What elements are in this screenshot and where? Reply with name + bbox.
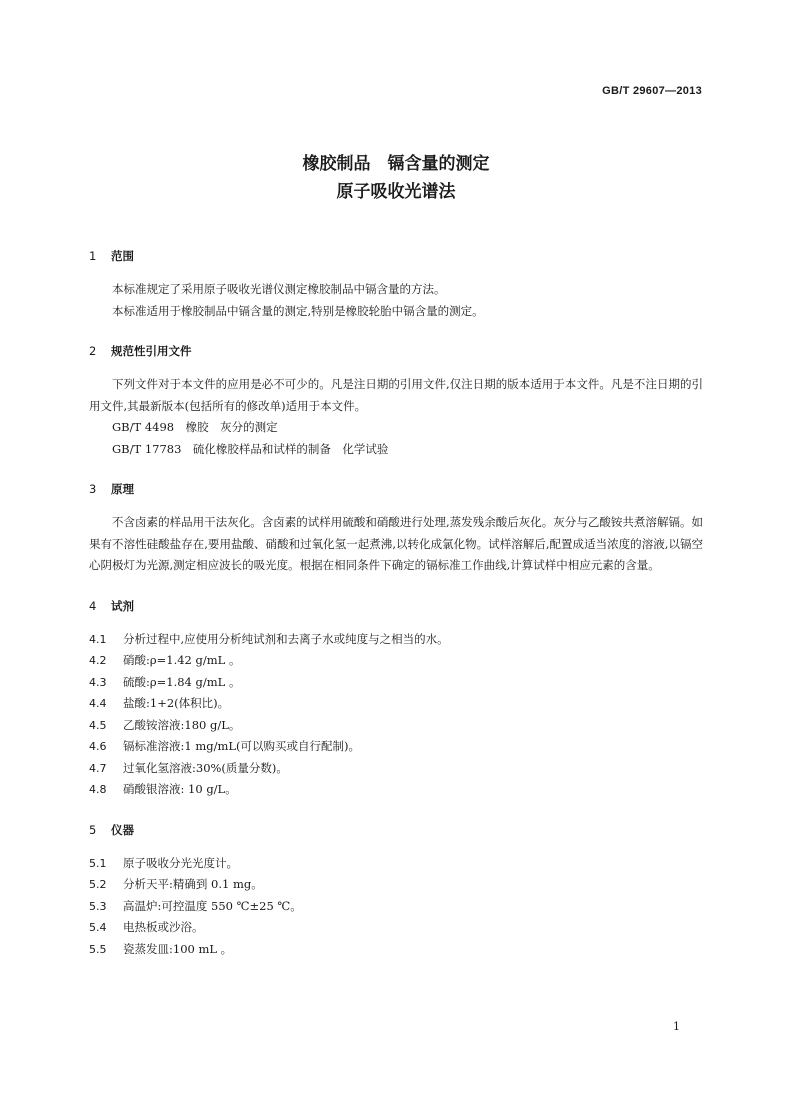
list-item (89, 917, 703, 939)
section-heading-apparatus (89, 819, 703, 841)
list-item (89, 715, 703, 737)
item-text: 乙酸铵溶液:180 g/L。 (123, 717, 241, 732)
section-number: 2 (89, 344, 97, 358)
section-title: 范围 (111, 249, 134, 263)
item-text: 盐酸:1+2(体积比)。 (123, 696, 230, 710)
paragraph: 不含卤素的样品用干法灰化。含卤素的试样用硫酸和硝酸进行处理,蒸发残余酸后灰化。灰分与乙酸铵共煮溶解镉。如果有不溶性硅酸盐存在,要用盐酸、硝酸和过氧化氢一起煮沸,以转化成氯化物。试样溶解后,配置成适当浓度的溶液,以镉空心阴极灯为光源,测定相应波长的吸光度。根据在相同条件下确定的镉标准工作曲线,计算试样中相应元素的含量。 (89, 515, 703, 572)
item-text: 硝酸:ρ=1.42 g/mL 。 (123, 653, 241, 667)
item-number: 5.4 (89, 921, 107, 934)
section-heading-scope (89, 245, 703, 267)
item-number: 4.6 (89, 740, 107, 753)
paragraph: 下列文件对于本文件的应用是必不可少的。凡是注日期的引用文件,仅注日期的版本适用于本文件。凡是不注日期的引用文件,其最新版本(包括所有的修改单)适用于本文件。 (89, 377, 703, 413)
item-number: 4.4 (89, 697, 107, 710)
list-item (89, 629, 703, 651)
item-text: 瓷蒸发皿:100 mL 。 (123, 941, 233, 956)
reference-item: GB/T 4498 橡胶 灰分的测定 (112, 420, 278, 434)
standard-code: GB/T 29607—2013 (602, 85, 702, 97)
section-number: 5 (89, 822, 97, 837)
item-number: 4.2 (89, 654, 107, 667)
document-title (0, 150, 792, 206)
reference-item: GB/T 17783 硫化橡胶样品和试样的制备 化学试验 (112, 441, 389, 456)
list-item (89, 672, 703, 694)
item-number: 4.5 (89, 718, 107, 732)
title-line-1: 橡胶制品 镉含量的测定 (302, 154, 490, 174)
list-item (89, 896, 703, 918)
item-text: 分析过程中,应使用分析纯试剂和去离子水或纯度与之相当的水。 (123, 631, 449, 646)
section-number: 1 (89, 249, 97, 263)
list-item (89, 779, 703, 801)
item-number: 5.2 (89, 878, 107, 891)
section-heading-reagents (89, 595, 703, 617)
item-number: 4.3 (89, 675, 107, 689)
item-number: 4.1 (89, 632, 107, 646)
list-item (89, 758, 703, 780)
paragraph: 本标准适用于橡胶制品中镉含量的测定,特别是橡胶轮胎中镉含量的测定。 (112, 303, 484, 318)
list-item (89, 939, 703, 961)
section-number: 3 (89, 482, 97, 496)
item-text: 高温炉:可控温度 550 ℃±25 ℃。 (123, 898, 302, 913)
list-item (89, 874, 703, 896)
section-heading-normative-references (89, 340, 703, 362)
item-text: 分析天平:精确到 0.1 mg。 (123, 877, 263, 891)
item-number: 4.7 (89, 761, 107, 775)
item-text: 过氧化氢溶液:30%(质量分数)。 (123, 760, 288, 775)
section-number: 4 (89, 598, 97, 613)
paragraph: 本标准规定了采用原子吸收光谱仪测定橡胶制品中镉含量的方法。 (112, 282, 446, 296)
page-number: 1 (673, 1020, 680, 1033)
item-number: 5.1 (89, 856, 107, 870)
section-heading-principle (89, 478, 703, 500)
section-title: 仪器 (111, 822, 134, 837)
item-text: 硝酸银溶液: 10 g/L。 (123, 782, 237, 796)
item-text: 原子吸收分光光度计。 (123, 855, 238, 870)
section-title: 试剂 (111, 598, 134, 613)
section-title: 规范性引用文件 (111, 344, 192, 358)
item-number: 5.5 (89, 942, 107, 956)
list-item (89, 693, 703, 715)
item-number: 4.8 (89, 783, 107, 796)
list-item (89, 650, 703, 672)
item-text: 镉标准溶液:1 mg/mL(可以购买或自行配制)。 (123, 739, 361, 753)
document-body (89, 245, 703, 960)
title-line-2: 原子吸收光谱法 (336, 182, 456, 202)
item-text: 电热板或沙浴。 (123, 920, 204, 934)
item-text: 硫酸:ρ=1.84 g/mL 。 (123, 674, 241, 689)
list-item (89, 853, 703, 875)
section-title: 原理 (111, 482, 134, 496)
item-number: 5.3 (89, 899, 107, 913)
list-item (89, 736, 703, 758)
